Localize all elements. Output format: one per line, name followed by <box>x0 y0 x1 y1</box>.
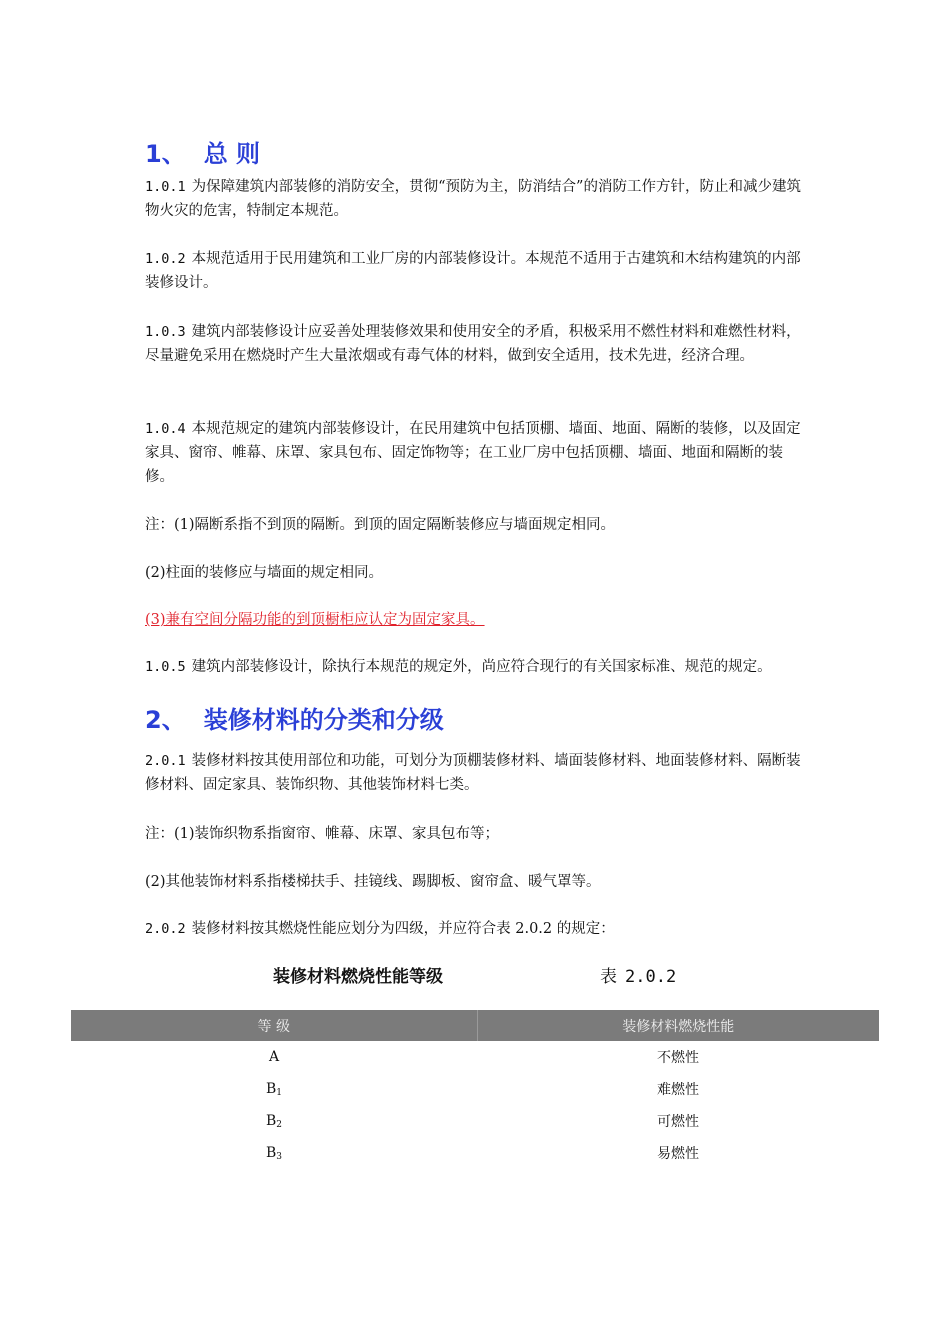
performance-cell: 不燃性 <box>657 1050 699 1066</box>
table-row <box>71 1137 879 1169</box>
note-5: (2)其他装饰材料系指楼梯扶手、挂镜线、踢脚板、窗帘盒、暖气罩等。 <box>145 874 601 890</box>
grade-cell <box>71 1041 477 1073</box>
performance-cell: 可燃性 <box>657 1114 699 1130</box>
clause-text: 本规范适用于民用建筑和工业厂房的内部装修设计。本规范不适用于古建筑和木结构建筑的内部装修设计。 <box>145 251 801 291</box>
note-1: 注：(1)隔断系指不到顶的隔断。到顶的固定隔断装修应与墙面规定相同。 <box>145 517 616 533</box>
note-2: (2)柱面的装修应与墙面的规定相同。 <box>145 565 384 581</box>
grade-cell <box>71 1073 477 1105</box>
clause-number: 1.0.5 <box>145 659 186 675</box>
grade-cell <box>71 1105 477 1137</box>
table-row <box>71 1041 879 1073</box>
table-row <box>71 1073 879 1105</box>
header-performance: 装修材料燃烧性能 <box>477 1010 879 1041</box>
section-title: 装修材料的分类和分级 <box>203 706 444 734</box>
clause-text: 为保障建筑内部装修的消防安全，贯彻“预防为主，防消结合”的消防工作方针，防止和减少建筑物火灾的危害，特制定本规范。 <box>145 179 801 219</box>
table-header-row <box>71 1010 879 1041</box>
clause-2-0-2 <box>145 917 810 941</box>
clause-1-0-1 <box>145 175 810 223</box>
combustion-grade-table <box>71 1010 879 1169</box>
section-number: 1、 <box>145 140 186 168</box>
clause-text: 装修材料按其使用部位和功能，可划分为顶棚装修材料、墙面装修材料、地面装修材料、隔断装修材料、固定家具、装饰织物、其他装饰材料七类。 <box>145 753 801 793</box>
note-4: 注：(1)装饰织物系指窗帘、帷幕、床罩、家具包布等； <box>145 826 500 842</box>
clause-number: 1.0.2 <box>145 251 186 267</box>
clause-number: 2.0.1 <box>145 753 186 769</box>
grade-letter: A <box>268 1048 280 1065</box>
clause-1-0-2 <box>145 247 810 295</box>
performance-cell: 难燃性 <box>657 1082 699 1098</box>
table-number <box>600 962 676 987</box>
grade-subscript: 3 <box>276 1151 283 1162</box>
clause-number: 1.0.3 <box>145 324 186 340</box>
clause-text: 建筑内部装修设计，除执行本规范的规定外，尚应符合现行的有关国家标准、规范的规定。 <box>191 659 772 675</box>
table-label: 表 <box>600 967 617 987</box>
clause-1-0-5 <box>145 655 810 679</box>
clause-text: 装修材料按其燃烧性能应划分为四级，并应符合表 2.0.2 的规定： <box>191 921 615 937</box>
grade-cell <box>71 1137 477 1169</box>
clause-number: 1.0.4 <box>145 421 186 437</box>
note-3-text: (3)兼有空间分隔功能的到顶橱柜应认定为固定家具。 <box>145 612 485 628</box>
clause-2-0-1 <box>145 749 810 797</box>
grade-letter: B <box>265 1080 277 1097</box>
grade-subscript: 2 <box>276 1119 283 1130</box>
note-3 <box>145 608 810 632</box>
section-2-heading <box>145 700 444 735</box>
section-number: 2、 <box>145 706 186 734</box>
clause-1-0-4 <box>145 417 810 489</box>
clause-text: 建筑内部装修设计应妥善处理装修效果和使用安全的矛盾，积极采用不燃性材料和难燃性材料，尽量避免采用在燃烧时产生大量浓烟或有毒气体的材料，做到安全适用，技术先进，经济合理。 <box>145 324 801 364</box>
grade-subscript: 1 <box>276 1087 283 1098</box>
clause-number: 1.0.1 <box>145 179 186 195</box>
section-title: 总 则 <box>203 140 261 168</box>
clause-1-0-3 <box>145 320 810 368</box>
table-row <box>71 1105 879 1137</box>
table-title: 装修材料燃烧性能等级 <box>273 967 443 987</box>
table-number-value: 2.0.2 <box>625 967 677 987</box>
clause-number: 2.0.2 <box>145 921 186 937</box>
clause-text: 本规范规定的建筑内部装修设计，在民用建筑中包括顶棚、墙面、地面、隔断的装修，以及固定家具、窗帘、帷幕、床罩、家具包布、固定饰物等；在工业厂房中包括顶棚、墙面、地面和隔断的装修。 <box>145 421 801 485</box>
section-1-heading <box>145 134 260 169</box>
grade-letter: B <box>265 1112 277 1129</box>
grade-letter: B <box>265 1144 277 1161</box>
performance-cell: 易燃性 <box>657 1146 699 1162</box>
header-grade: 等 级 <box>71 1010 477 1041</box>
